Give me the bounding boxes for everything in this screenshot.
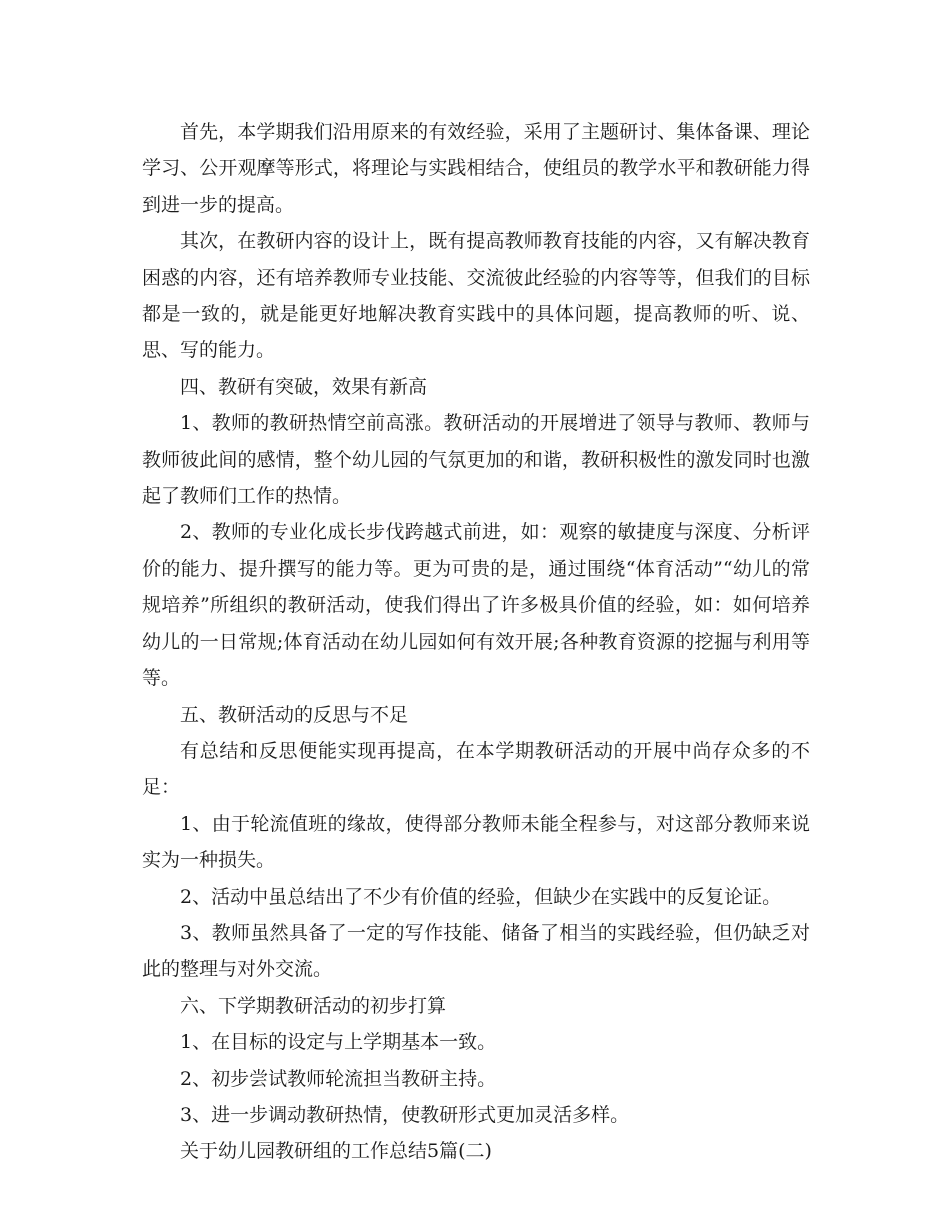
document-body bbox=[142, 114, 810, 1170]
paragraph-3: 1、教师的教研热情空前高涨。教研活动的开展增进了领导与教师、教师与教师彼此间的感情，整个幼儿园的气氛更加的和谐，教研积极性的激发同时也激起了教师们工作的热情。 bbox=[142, 412, 810, 508]
paragraph-2: 其次，在教研内容的设计上，既有提高教师教育技能的内容，又有解决教育困惑的内容，还有培养教师专业技能、交流彼此经验的内容等等，但我们的目标都是一致的，就是能更好地解决教育实践中的具体问题，提高教师的听、说、思、写的能力。 bbox=[142, 230, 810, 362]
section-heading-5: 五、教研活动的反思与不足 bbox=[180, 703, 409, 726]
list-item: 3、进一步调动教研热情，使教研形式更加灵活多样。 bbox=[180, 1103, 630, 1126]
section-heading-4: 四、教研有突破，效果有新高 bbox=[180, 375, 428, 398]
section-heading-6: 六、下学期教研活动的初步打算 bbox=[180, 994, 447, 1017]
next-article-title: 关于幼儿园教研组的工作总结5篇(二) bbox=[180, 1140, 492, 1163]
paragraph-4: 2、教师的专业化成长步伐跨越式前进，如：观察的敏捷度与深度、分析评价的能力、提升撰写的能力等。更为可贵的是，通过围绕“体育活动”“幼儿的常规培养”所组织的教研活动，使我们得出了许多极具价值的经验，如：如何培养幼儿的一日常规;体育活动在幼儿园如何有效开展;各种教育资源的挖掘与利用等等。 bbox=[142, 521, 810, 690]
paragraph-5: 有总结和反思便能实现再提高，在本学期教研活动的开展中尚存众多的不足： bbox=[142, 739, 810, 799]
paragraph-1: 首先，本学期我们沿用原来的有效经验，采用了主题研讨、集体备课、理论学习、公开观摩等形式，将理论与实践相结合，使组员的教学水平和教研能力得到进一步的提高。 bbox=[142, 121, 810, 216]
list-item: 1、在目标的设定与上学期基本一致。 bbox=[180, 1031, 497, 1054]
list-item: 2、初步尝试教师轮流担当教研主持。 bbox=[180, 1067, 497, 1090]
list-item: 3、教师虽然具备了一定的写作技能、储备了相当的实践经验，但仍缺乏对此的整理与对外交流。 bbox=[142, 921, 810, 981]
list-item: 1、由于轮流值班的缘故，使得部分教师未能全程参与，对这部分教师来说实为一种损失。 bbox=[142, 812, 810, 872]
list-item: 2、活动中虽总结出了不少有价值的经验，但缺少在实践中的反复论证。 bbox=[180, 885, 782, 908]
